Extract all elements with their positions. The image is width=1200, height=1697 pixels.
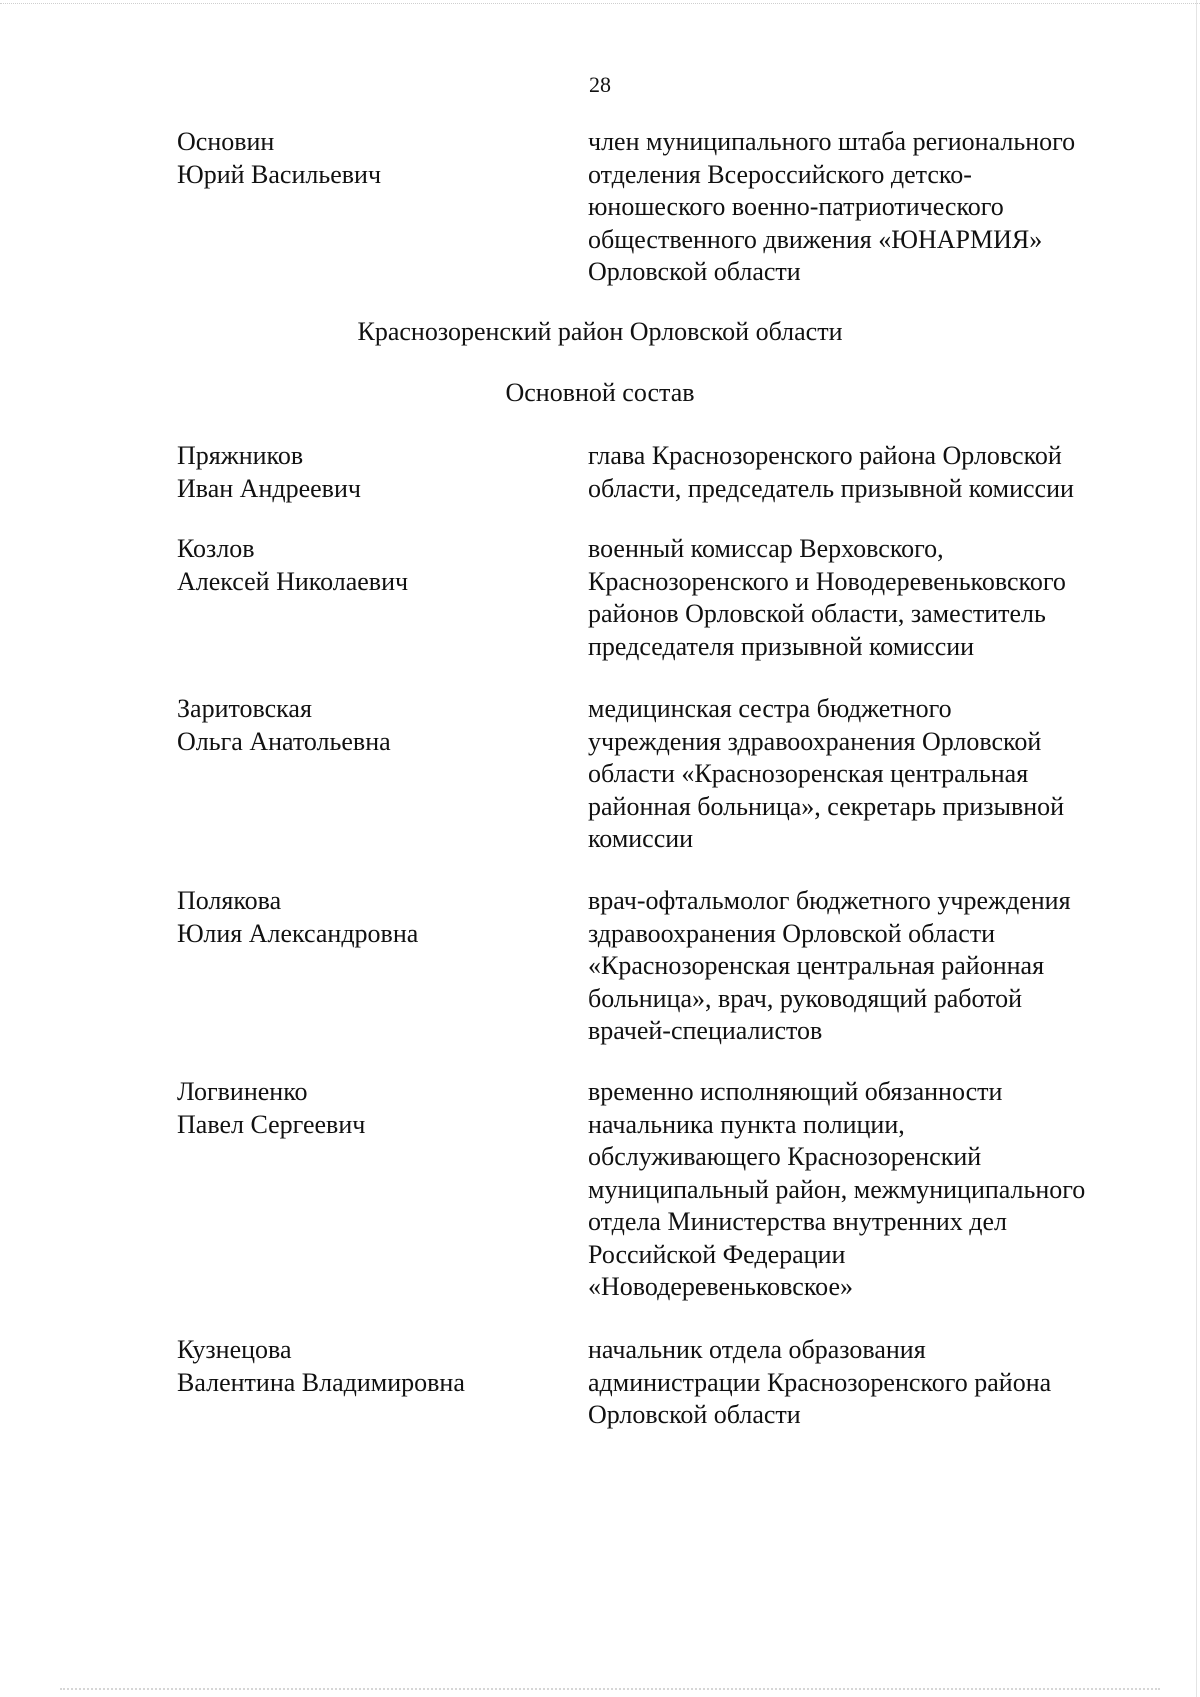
position-line: глава Краснозоренского района Орловской (588, 441, 1062, 470)
position-line: Орловской области (588, 1400, 801, 1429)
position-line: обслуживающего Краснозоренский (588, 1142, 982, 1171)
member-given-names: Алексей Николаевич (177, 566, 409, 596)
member-surname: Полякова (177, 886, 282, 915)
member-given-names: Ольга Анатольевна (177, 726, 391, 756)
member-position (588, 1334, 1148, 1432)
member-name (177, 1334, 537, 1399)
position-line: больница», врач, руководящий работой (588, 983, 1023, 1013)
member-given-names: Павел Сергеевич (177, 1109, 366, 1139)
member-position (588, 885, 1148, 1048)
scan-edge-top (0, 0, 1200, 4)
position-line: комиссии (588, 824, 694, 853)
member-name (177, 126, 537, 191)
position-line: медицинская сестра бюджетного (588, 694, 952, 723)
member-surname: Козлов (177, 534, 255, 563)
member-name (177, 1076, 537, 1141)
position-line: начальник отдела образования (588, 1335, 926, 1364)
position-line: начальника пункта полиции, (588, 1109, 905, 1139)
position-line: врач-офтальмолог бюджетного учреждения (588, 886, 1071, 915)
position-line: области, председатель призывной комиссии (588, 473, 1074, 503)
position-line: Орловской области (588, 257, 801, 286)
position-line: районов Орловской области, заместитель (588, 599, 1046, 628)
position-line: член муниципального штаба регионального (588, 127, 1076, 156)
member-name (177, 533, 537, 598)
position-line: отделения Всероссийского детско- (588, 159, 972, 189)
position-line: учреждения здравоохранения Орловской (588, 726, 1042, 756)
position-line: администрации Краснозоренского района (588, 1367, 1052, 1397)
position-line: «Новодеревеньковское» (588, 1272, 854, 1301)
member-given-names: Валентина Владимировна (177, 1367, 465, 1397)
position-line: Российской Федерации (588, 1239, 846, 1269)
position-line: «Краснозоренская центральная районная (588, 951, 1045, 980)
position-line: муниципальный район, межмуниципального (588, 1174, 1086, 1204)
member-position (588, 1076, 1148, 1304)
member-position (588, 440, 1148, 505)
member-surname: Логвиненко (177, 1077, 308, 1106)
member-surname: Пряжников (177, 441, 304, 470)
member-position (588, 533, 1148, 663)
position-line: временно исполняющий обязанности (588, 1077, 1003, 1106)
member-given-names: Юлия Александровна (177, 918, 419, 948)
position-line: юношеского военно-патриотического (588, 192, 1004, 221)
member-name (177, 885, 537, 950)
position-line: районная больница», секретарь призывной (588, 791, 1065, 821)
member-surname: Кузнецова (177, 1335, 292, 1364)
position-line: врачей-специалистов (588, 1016, 823, 1045)
position-line: общественного движения «ЮНАРМИЯ» (588, 224, 1043, 254)
member-name (177, 693, 537, 758)
section-title: Краснозоренский район Орловской области (357, 317, 843, 346)
member-position (588, 693, 1148, 856)
member-surname: Основин (177, 127, 275, 156)
position-line: здравоохранения Орловской области (588, 918, 996, 948)
scan-edge-bottom (60, 1688, 1160, 1691)
member-surname: Заритовская (177, 694, 312, 723)
member-name (177, 440, 537, 505)
position-line: Краснозоренского и Новодеревеньковского (588, 566, 1066, 596)
scan-edge-right (1196, 0, 1198, 1697)
member-position (588, 126, 1148, 289)
position-line: председателя призывной комиссии (588, 631, 975, 661)
subsection-title: Основной состав (505, 378, 695, 407)
page-number: 28 (589, 72, 611, 97)
member-given-names: Иван Андреевич (177, 473, 361, 503)
position-line: области «Краснозоренская центральная (588, 759, 1029, 788)
position-line: военный комиссар Верховского, (588, 534, 944, 563)
position-line: отдела Министерства внутренних дел (588, 1207, 1008, 1236)
member-given-names: Юрий Васильевич (177, 159, 382, 189)
